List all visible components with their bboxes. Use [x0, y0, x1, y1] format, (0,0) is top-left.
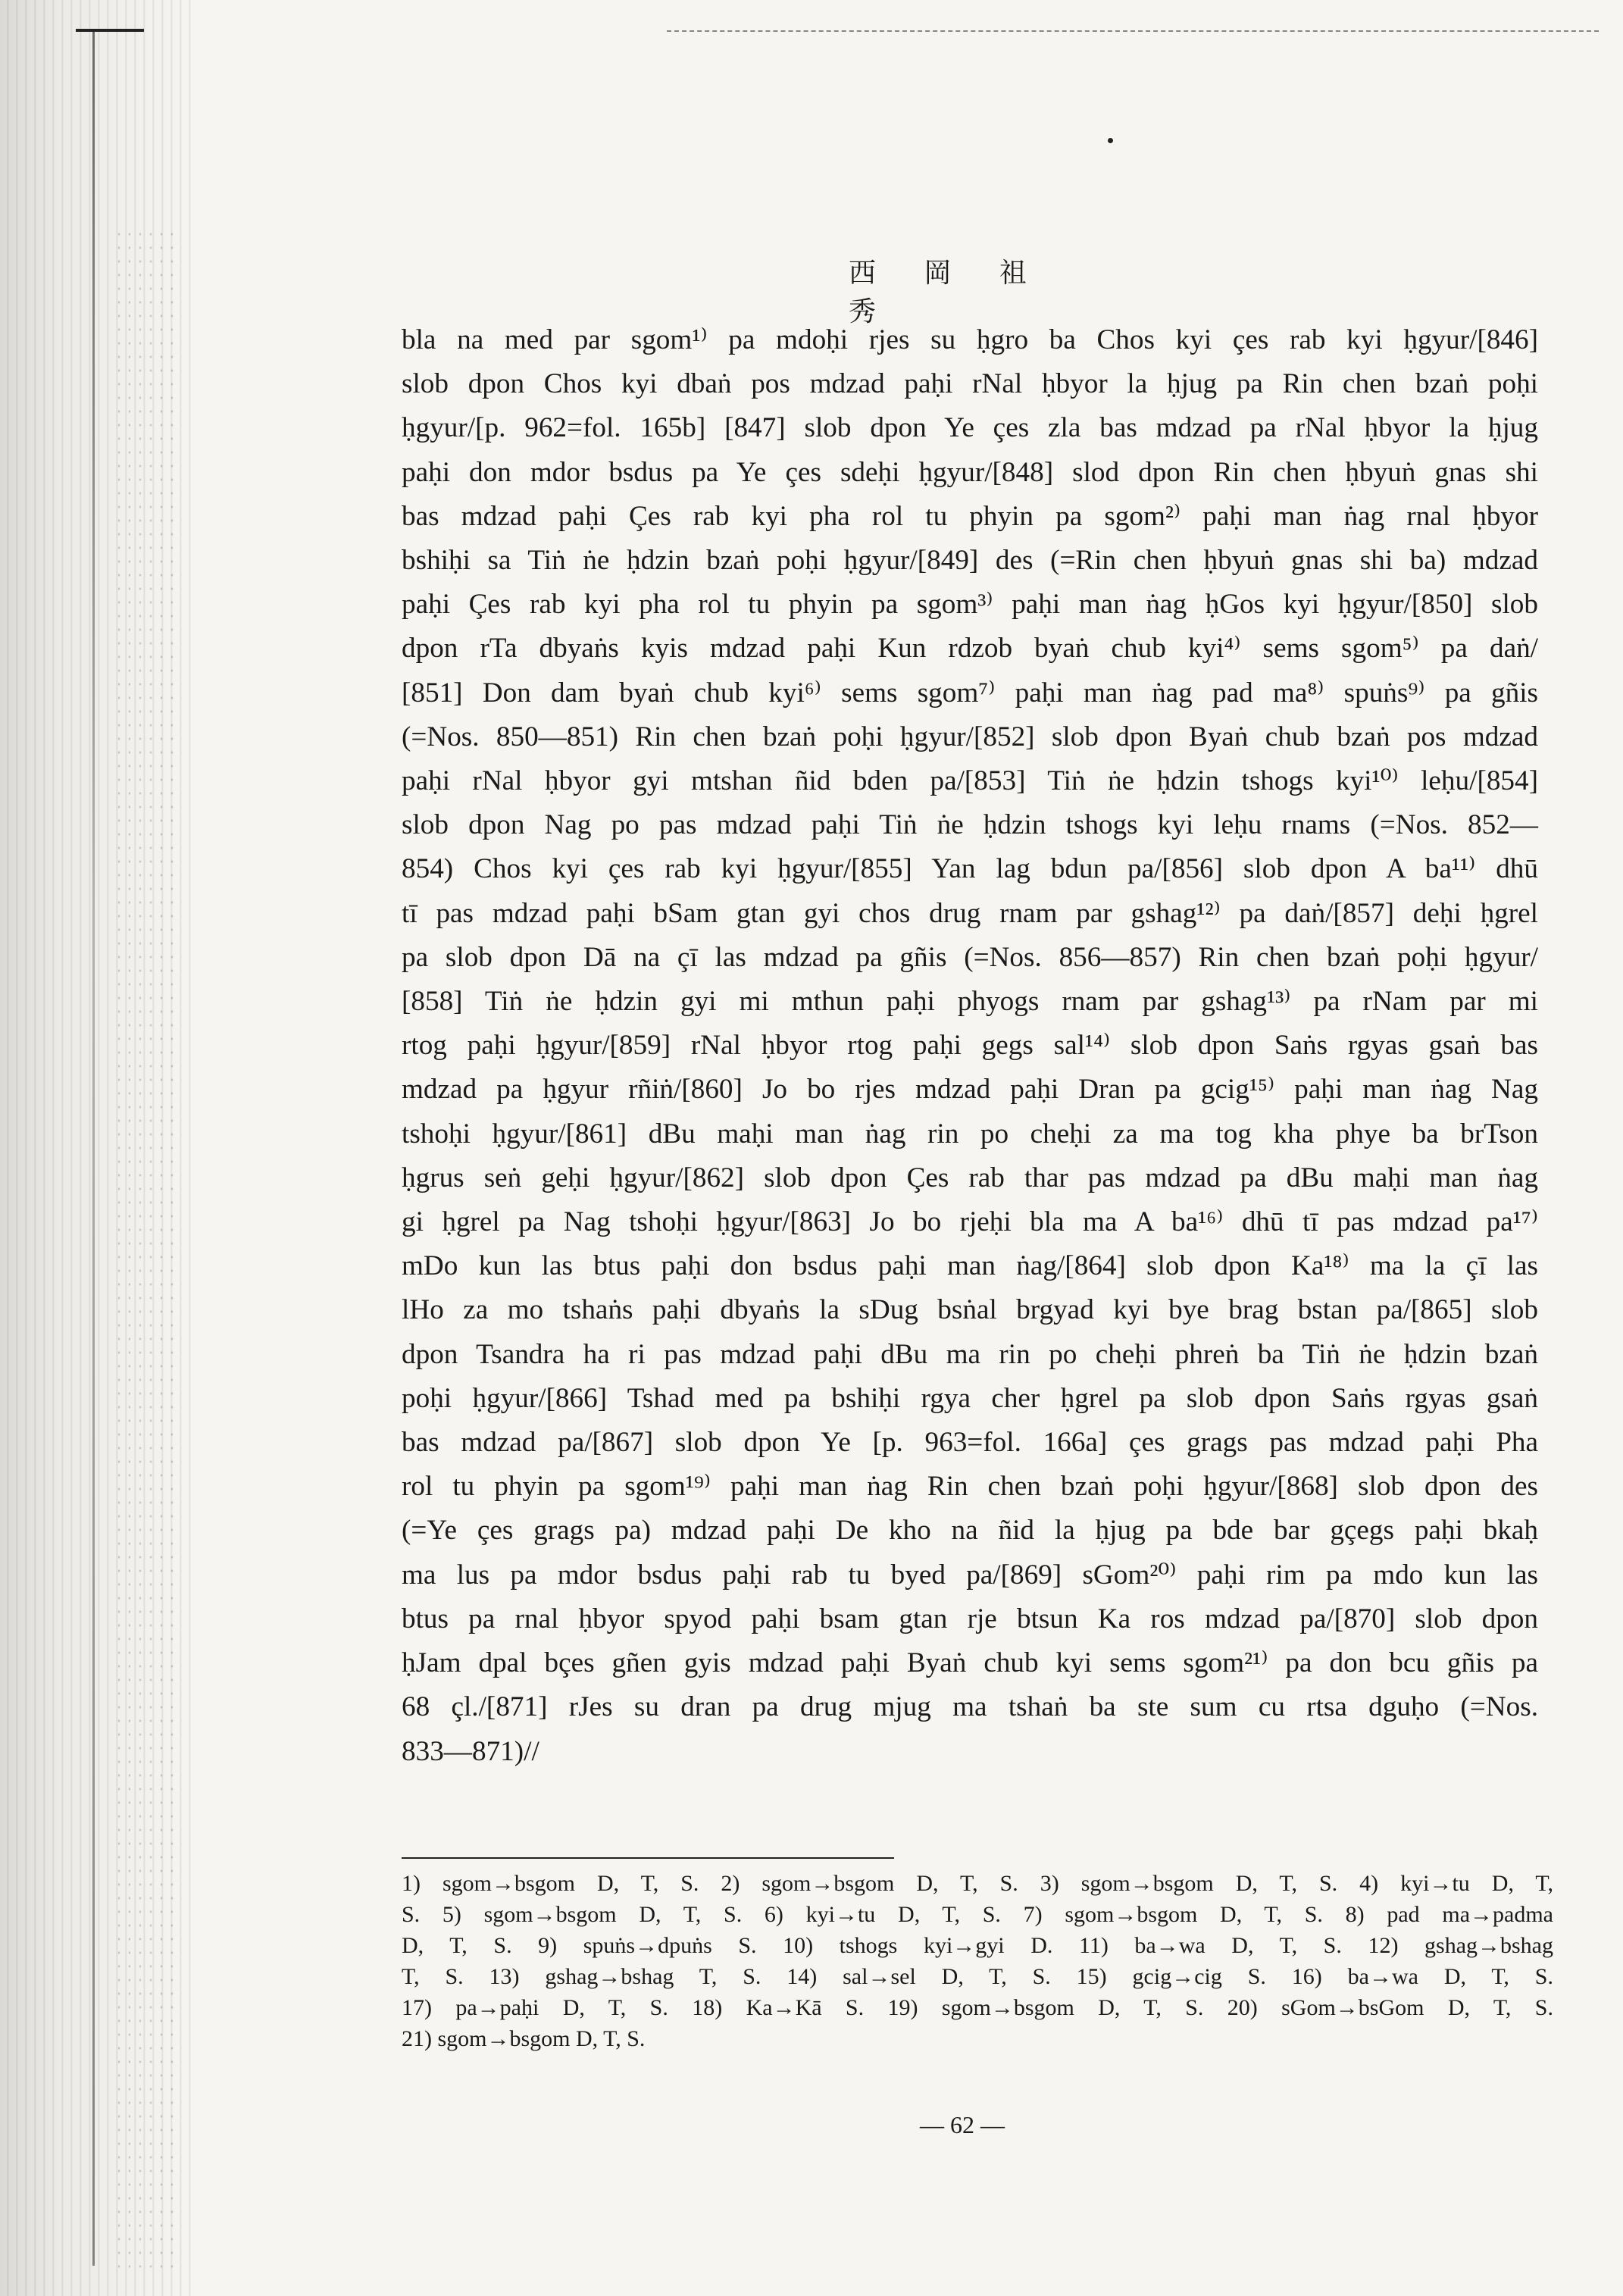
body-line: (=Ye çes grags pa) mdzad paḥi De kho na ñid la ḥjug pa bde bar gçegs paḥi bkaḥ: [402, 1515, 1538, 1547]
body-line: slob dpon Nag po pas mdzad paḥi Tiṅ ṅe ḥdzin tshogs kyi leḥu rnams (=Nos. 852—: [402, 809, 1538, 841]
body-line: rtog paḥi ḥgyur/[859] rNal ḥbyor rtog paḥi gegs sal¹⁴⁾ slob dpon Saṅs rgyas gsaṅ bas: [402, 1030, 1538, 1062]
footnote-line: 1) sgom→bsgom D, T, S. 2) sgom→bsgom D, T, S. 3) sgom→bsgom D, T, S. 4) kyi→tu D, T,: [402, 1871, 1553, 1896]
page-number: — 62 —: [920, 2111, 1005, 2138]
ink-speck: [1108, 138, 1113, 143]
body-line: poḥi ḥgyur/[866] Tshad med pa bshiḥi rgya cher ḥgrel pa slob dpon Saṅs rgyas gsaṅ: [402, 1382, 1538, 1414]
body-line: btus pa rnal ḥbyor spyod paḥi bsam gtan rje btsun Ka ros mdzad pa/[870] slob dpon: [402, 1603, 1538, 1634]
body-line: ḥgrus seṅ geḥi ḥgyur/[862] slob dpon Çes rab thar pas mdzad pa dBu maḥi man ṅag: [402, 1162, 1538, 1193]
footnote-line: T, S. 13) gshag→bshag T, S. 14) sal→sel D, T, S. 15) gcig→cig S. 16) ba→wa D, T, S.: [402, 1964, 1553, 1989]
body-line: lHo za mo tshaṅs paḥi dbyaṅs la sDug bsṅal brgyad kyi bye brag bstan pa/[865] slob: [402, 1294, 1538, 1326]
body-line: tshoḥi ḥgyur/[861] dBu maḥi man ṅag rin po cheḥi za ma tog kha phye ba brTson: [402, 1118, 1538, 1150]
body-line: tī pas mdzad paḥi bSam gtan gyi chos drug rnam par gshag¹²⁾ pa daṅ/[857] deḥi ḥgrel: [402, 897, 1538, 929]
body-line: paḥi don mdor bsdus pa Ye çes sdeḥi ḥgyur/[848] slod dpon Rin chen ḥbyuṅ gnas shi: [402, 456, 1538, 488]
footnote-line: 21) sgom→bsgom D, T, S.: [402, 2026, 646, 2051]
body-text: [402, 318, 1538, 1774]
body-line: ḥJam dpal bçes gñen gyis mdzad paḥi Byaṅ chub kyi sems sgom²¹⁾ pa don bcu gñis pa: [402, 1647, 1538, 1679]
body-line: 68 çl./[871] rJes su dran pa drug mjug ma tshaṅ ba ste sum cu rtsa dguḥo (=Nos.: [402, 1691, 1538, 1723]
body-line: bas mdzad pa/[867] slob dpon Ye [p. 963=fol. 166a] çes grags pas mdzad paḥi Pha: [402, 1427, 1538, 1459]
body-line: pa slob dpon Dā na çī las mdzad pa gñis (=Nos. 856—857) Rin chen bzaṅ poḥi ḥgyur/: [402, 941, 1538, 973]
body-line: (=Nos. 850—851) Rin chen bzaṅ poḥi ḥgyur/[852] slob dpon Byaṅ chub bzaṅ pos mdzad: [402, 721, 1538, 752]
footnote-line: 17) pa→paḥi D, T, S. 18) Ka→Kā S. 19) sgom→bsgom D, T, S. 20) sGom→bsGom D, T, S.: [402, 1995, 1553, 2020]
footnote-line: D, T, S. 9) spuṅs→dpuṅs S. 10) tshogs kyi→gyi D. 11) ba→wa D, T, S. 12) gshag→bshag: [402, 1933, 1553, 1958]
binding-line: [92, 30, 95, 2266]
body-line: 833—871)//: [402, 1735, 539, 1767]
body-line: dpon Tsandra ha ri pas mdzad paḥi dBu ma rin po cheḥi phreṅ ba Tiṅ ṅe ḥdzin bzaṅ: [402, 1338, 1538, 1370]
body-line: bla na med par sgom¹⁾ pa mdoḥi rjes su ḥgro ba Chos kyi çes rab kyi ḥgyur/[846]: [402, 324, 1538, 355]
body-line: bas mdzad paḥi Çes rab kyi pha rol tu phyin pa sgom²⁾ paḥi man ṅag rnal ḥbyor: [402, 500, 1538, 532]
body-line: paḥi rNal ḥbyor gyi mtshan ñid bden pa/[853] Tiṅ ṅe ḥdzin tshogs kyi¹⁰⁾ leḥu/[854]: [402, 765, 1538, 797]
body-line: bshiḥi sa Tiṅ ṅe ḥdzin bzaṅ poḥi ḥgyur/[849] des (=Rin chen ḥbyuṅ gnas shi ba) mdzad: [402, 545, 1538, 577]
body-line: slob dpon Chos kyi dbaṅ pos mdzad paḥi rNal ḥbyor la ḥjug pa Rin chen bzaṅ poḥi: [402, 368, 1538, 400]
body-line: rol tu phyin pa sgom¹⁹⁾ paḥi man ṅag Rin chen bzaṅ poḥi ḥgyur/[868] slob dpon des: [402, 1471, 1538, 1503]
body-line: dpon rTa dbyaṅs kyis mdzad paḥi Kun rdzob byaṅ chub kyi⁴⁾ sems sgom⁵⁾ pa daṅ/: [402, 633, 1538, 665]
body-line: gi ḥgrel pa Nag tshoḥi ḥgyur/[863] Jo bo rjeḥi bla ma A ba¹⁶⁾ dhū tī pas mdzad pa¹⁷⁾: [402, 1206, 1538, 1238]
body-line: 854) Chos kyi çes rab kyi ḥgyur/[855] Yan lag bdun pa/[856] slob dpon A ba¹¹⁾ dhū: [402, 853, 1538, 885]
footnote-line: S. 5) sgom→bsgom D, T, S. 6) kyi→tu D, T, S. 7) sgom→bsgom D, T, S. 8) pad ma→padma: [402, 1902, 1553, 1927]
body-line: ḥgyur/[p. 962=fol. 165b] [847] slob dpon Ye çes zla bas mdzad pa rNal ḥbyor la ḥjug: [402, 412, 1538, 444]
body-line: [851] Don dam byaṅ chub kyi⁶⁾ sems sgom⁷⁾ paḥi man ṅag pad ma⁸⁾ spuṅs⁹⁾ pa gñis: [402, 677, 1538, 709]
top-edge-mark: [76, 29, 144, 32]
body-line: ma lus pa mdor bsdus paḥi rab tu byed pa/[869] sGom²⁰⁾ paḥi rim pa mdo kun las: [402, 1559, 1538, 1591]
body-line: paḥi Çes rab kyi pha rol tu phyin pa sgom³⁾ paḥi man ṅag ḥGos kyi ḥgyur/[850] slob: [402, 589, 1538, 621]
body-line: mdzad pa ḥgyur rñiṅ/[860] Jo bo rjes mdzad paḥi Dran pa gcig¹⁵⁾ paḥi man ṅag Nag: [402, 1074, 1538, 1106]
footnotes: [402, 1868, 1553, 2054]
top-dashed-rule: [667, 30, 1599, 32]
running-header-author: 西 岡 祖 秀: [849, 258, 1046, 327]
body-line: [858] Tiṅ ṅe ḥdzin gyi mi mthun paḥi phyogs rnam par gshag¹³⁾ pa rNam par mi: [402, 986, 1538, 1018]
scan-noise: [114, 227, 182, 2273]
footnote-rule: [402, 1857, 894, 1859]
body-line: mDo kun las btus paḥi don bsdus paḥi man ṅag/[864] slob dpon Ka¹⁸⁾ ma la çī las: [402, 1250, 1538, 1282]
